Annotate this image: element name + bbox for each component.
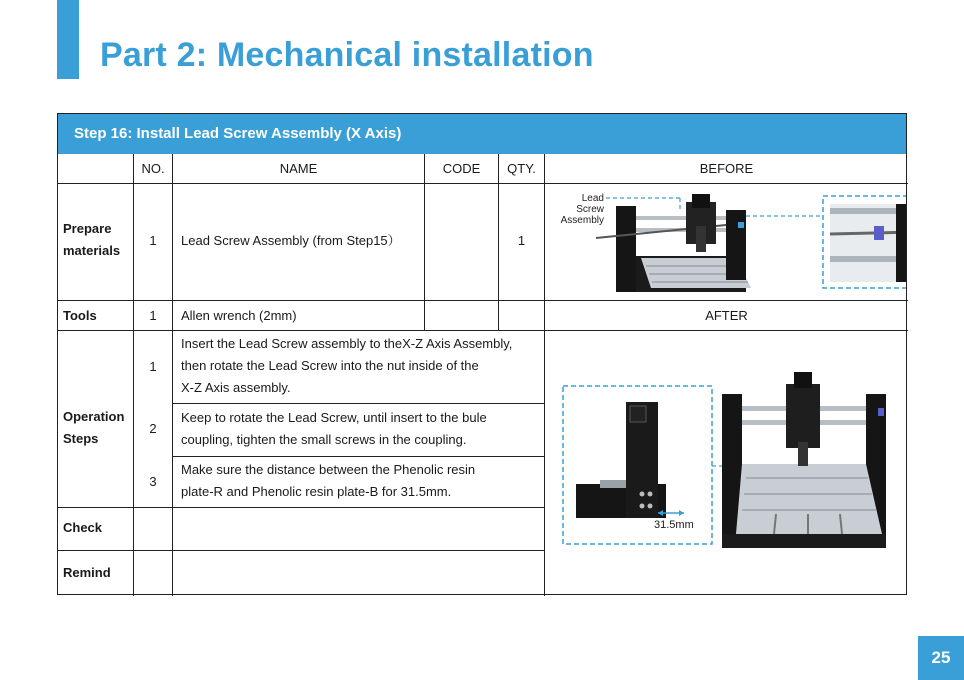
check-label: Check — [63, 520, 103, 535]
prepare-label-line: Prepare — [63, 221, 112, 236]
z-motor — [692, 194, 710, 208]
operation-steps-label — [63, 406, 133, 450]
row-divider — [58, 507, 545, 508]
side-rail — [600, 480, 626, 488]
tools-name: Allen wrench (2mm) — [181, 308, 297, 323]
coupling — [738, 222, 744, 228]
prepare-label-line: materials — [63, 243, 121, 258]
prepare-no: 1 — [149, 233, 157, 248]
operation-step-no: 3 — [149, 474, 157, 489]
operation-step-text — [181, 333, 543, 399]
step-line: then rotate the Lead Screw into the nut inside of the — [181, 358, 479, 373]
prepare-name: Lead Screw Assembly (from Step15） — [181, 233, 401, 248]
after-coupling — [878, 408, 884, 416]
step-table — [57, 113, 907, 595]
detail-coupling — [874, 226, 884, 240]
detail-motor-plate — [896, 204, 906, 282]
detail-lead-screw — [830, 232, 906, 234]
after-measure-label: 31.5mm — [654, 519, 694, 531]
before-illustration — [546, 186, 906, 298]
after-xz-carriage — [786, 384, 820, 448]
col-header-name: NAME — [279, 161, 318, 176]
col-divider — [544, 154, 545, 596]
step-line: plate-R and Phenolic resin plate-B for 31.5mm. — [181, 484, 452, 499]
step-line: Keep to rotate the Lead Screw, until insert to the bule — [181, 410, 487, 425]
operation-label-line: Operation — [63, 409, 125, 424]
col-header-after: AFTER — [705, 308, 748, 323]
operation-step-no: 1 — [149, 359, 157, 374]
page-number: 25 — [918, 636, 964, 680]
step-header: Step 16: Install Lead Screw Assembly (X Axis) — [58, 114, 906, 154]
col-header-qty: QTY. — [507, 161, 536, 176]
col-divider — [172, 154, 173, 596]
after-illustration — [546, 354, 906, 554]
callout-line: Assembly — [560, 215, 604, 226]
row-divider — [58, 330, 908, 331]
operation-step-text — [181, 459, 543, 503]
page-title: Part 2: Mechanical installation — [100, 36, 594, 74]
step-line: coupling, tighten the small screws in the coupling. — [181, 432, 467, 447]
col-divider — [424, 154, 425, 330]
operation-step-text — [181, 407, 543, 451]
tools-label: Tools — [63, 308, 97, 323]
frame-side-right — [726, 210, 746, 280]
row-divider — [58, 300, 908, 301]
after-frame-front — [722, 534, 886, 548]
prepare-materials-label — [63, 218, 133, 262]
after-z-motor — [794, 372, 812, 388]
operation-label-line: Steps — [63, 431, 99, 446]
col-header-no: NO. — [141, 161, 165, 176]
title-accent-bar — [57, 0, 79, 79]
row-divider — [58, 550, 545, 551]
after-spindle — [798, 442, 808, 466]
remind-label: Remind — [63, 565, 111, 580]
step-line: Make sure the distance between the Phenolic resin — [181, 462, 476, 477]
col-header-code: CODE — [442, 161, 481, 176]
tools-no: 1 — [149, 308, 157, 323]
spindle — [696, 226, 706, 252]
prepare-qty: 1 — [517, 233, 526, 248]
row-divider — [172, 403, 545, 404]
step-line: X-Z Axis assembly. — [181, 380, 291, 395]
step-line: Insert the Lead Screw assembly to theX-Z Axis Assembly, — [181, 336, 513, 351]
detail-photo-bg — [830, 204, 906, 282]
frame-side-left — [616, 206, 636, 292]
callout-line: Lead — [581, 193, 604, 204]
operation-step-no: 2 — [149, 421, 157, 436]
col-header-before: BEFORE — [699, 161, 754, 176]
callout-line: Screw — [576, 204, 604, 215]
row-divider — [58, 183, 908, 184]
row-divider — [172, 456, 545, 457]
